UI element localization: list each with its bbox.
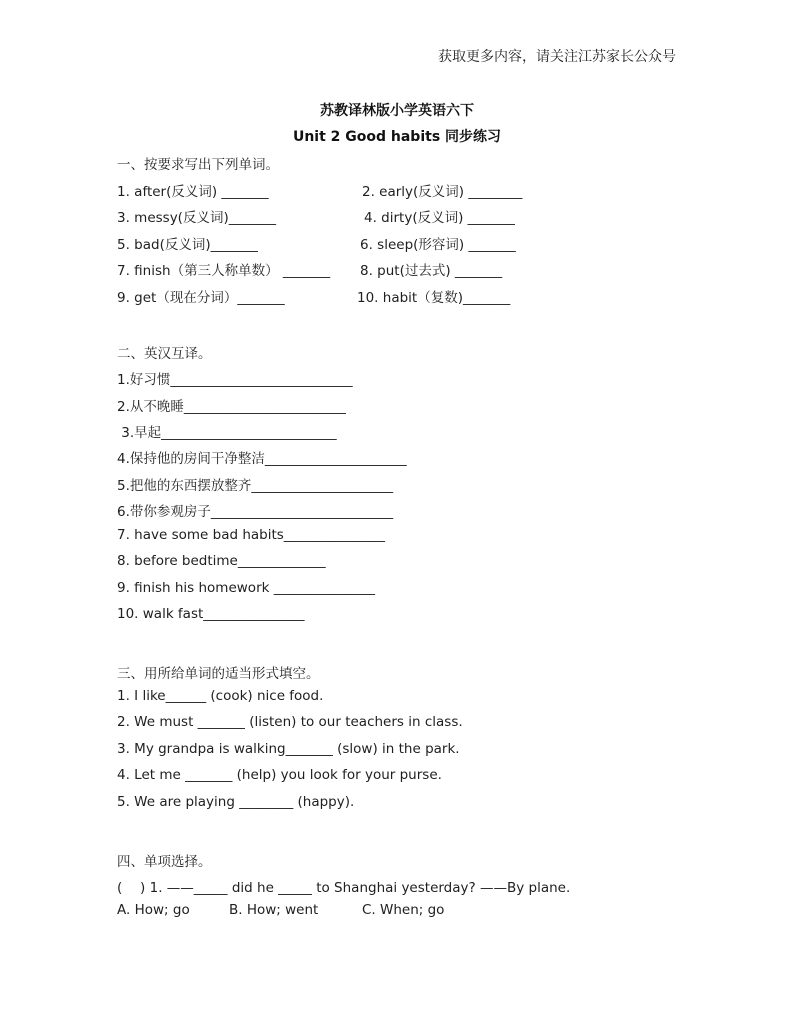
section1-item: 8. put(过去式) _______ (360, 263, 503, 279)
worksheet-subtitle: Unit 2 Good habits 同步练习 (292, 129, 502, 145)
section2-item: 4.保持他的房间干净整洁_____________________ (117, 451, 407, 467)
section2-item: 6.带你参观房子___________________________ (117, 504, 394, 520)
section4-option: B. How; went (229, 902, 319, 918)
section1-item: 5. bad(反义词)_______ (117, 237, 258, 253)
section1-item: 6. sleep(形容词) _______ (360, 237, 516, 253)
section2-item: 2.从不晚睡________________________ (117, 399, 346, 415)
section4-option: A. How; go (117, 902, 190, 918)
section2-heading: 二、英汉互译。 (117, 346, 212, 362)
section2-item: 7. have some bad habits_______________ (117, 527, 386, 543)
section3-item: 2. We must _______ (listen) to our teachers in class. (117, 714, 463, 730)
section4-heading: 四、单项选择。 (117, 854, 212, 870)
section1-item: 3. messy(反义词)_______ (117, 210, 276, 226)
section3-item: 3. My grandpa is walking_______ (slow) in the park. (117, 741, 460, 757)
section2-item: 9. finish his homework _______________ (117, 580, 375, 596)
section1-item: 1. after(反义词) _______ (117, 184, 269, 200)
section1-item: 9. get（现在分词）_______ (117, 290, 285, 306)
section2-item: 1.好习惯___________________________ (117, 372, 353, 388)
section1-item: 10. habit（复数)_______ (357, 290, 511, 306)
section2-item: 8. before bedtime_____________ (117, 553, 326, 569)
section1-item: 7. finish（第三人称单数） _______ (117, 263, 331, 279)
section3-item: 5. We are playing ________ (happy). (117, 794, 355, 810)
worksheet-title: 苏教译林版小学英语六下 (320, 103, 474, 119)
section2-item: 5.把他的东西摆放整齐_____________________ (117, 478, 394, 494)
section1-item: 2. early(反义词) ________ (362, 184, 523, 200)
header-note: 获取更多内容，请关注江苏家长公众号 (438, 49, 676, 65)
section4-question: ( ) 1. ——_____ did he _____ to Shanghai yesterday? ——By plane. (117, 880, 571, 896)
section3-item: 1. I like______ (cook) nice food. (117, 688, 324, 704)
section3-heading: 三、用所给单词的适当形式填空。 (117, 666, 320, 682)
section4-option: C. When; go (362, 902, 445, 918)
section1-heading: 一、按要求写出下列单词。 (117, 157, 279, 173)
section2-item: 10. walk fast_______________ (117, 606, 305, 622)
section2-item: 3.早起__________________________ (117, 425, 337, 441)
section3-item: 4. Let me _______ (help) you look for your purse. (117, 767, 442, 783)
section1-item: 4. dirty(反义词) _______ (364, 210, 515, 226)
